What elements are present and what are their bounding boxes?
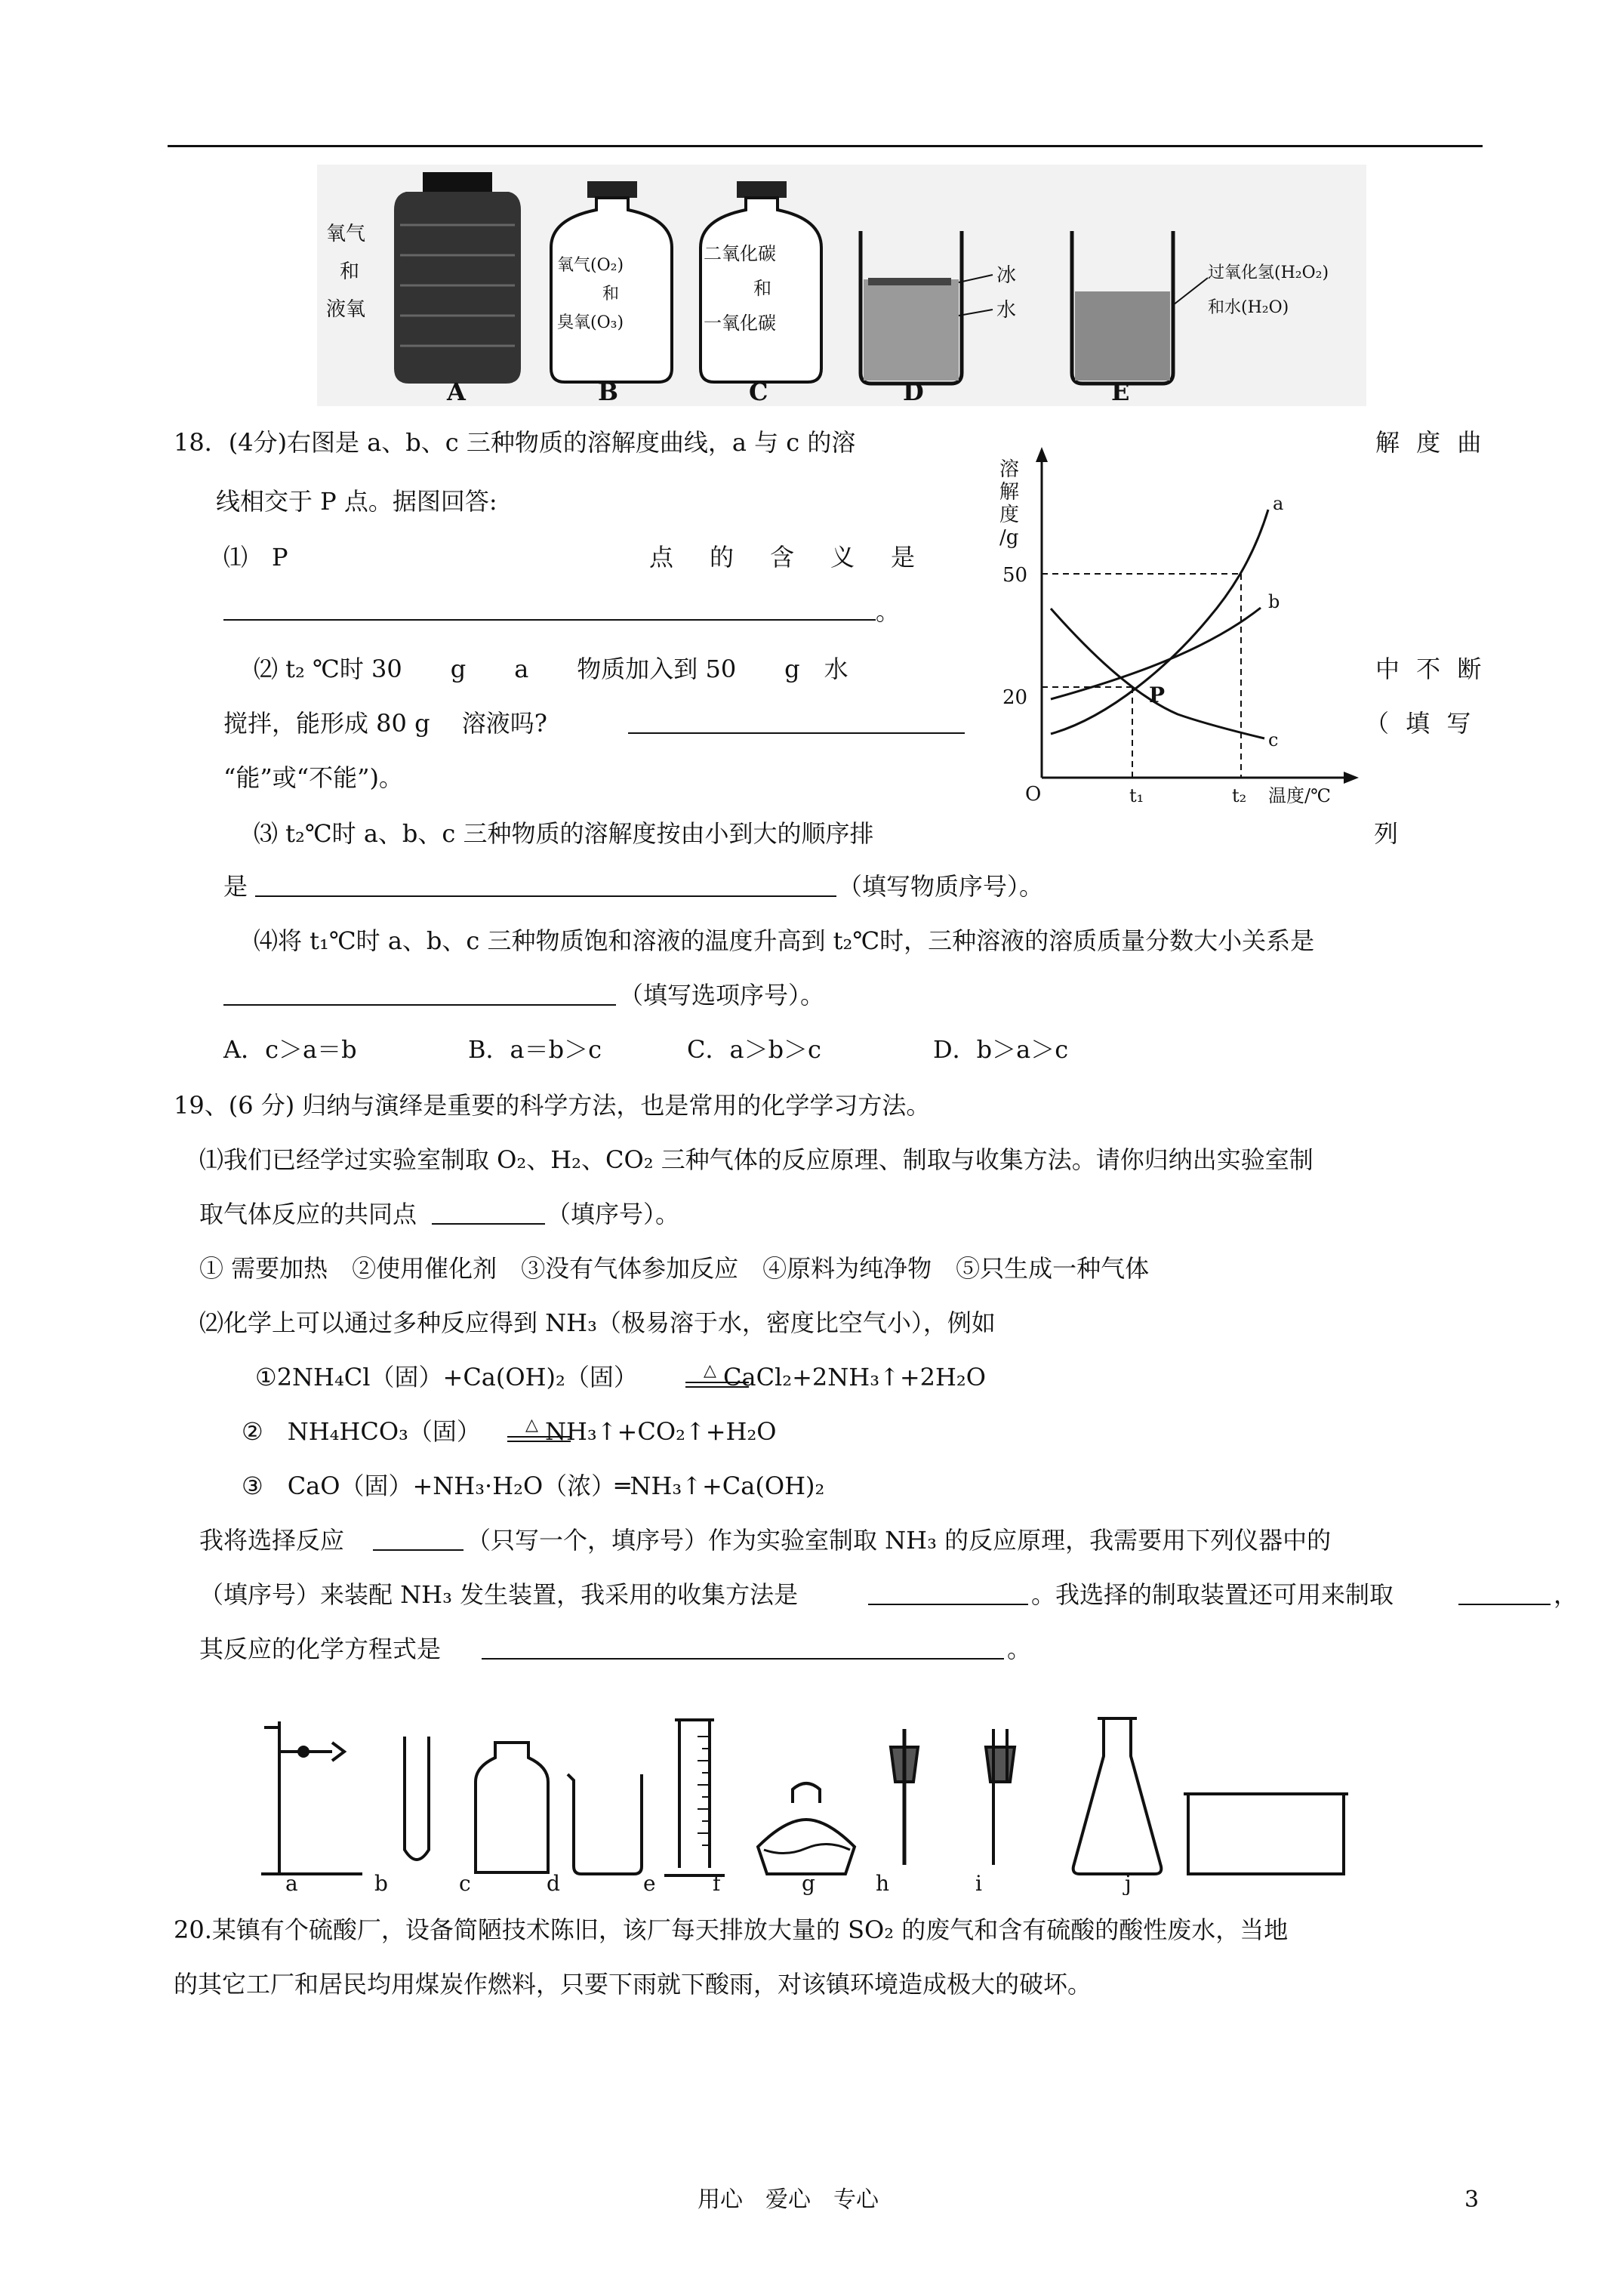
q18-line2: 线相交于 P 点。据图回答:	[216, 487, 497, 516]
x-axis-label: 温度/℃	[1268, 785, 1331, 806]
q18-p4-blank[interactable]	[223, 1004, 616, 1006]
beaker-d-label-water: 水	[996, 299, 1017, 322]
q18-option-a: A．c＞a＝b	[223, 1035, 357, 1064]
series-label-c: c	[1268, 729, 1279, 750]
apparatus-label-j: j	[1125, 1871, 1132, 1895]
q19-s2-b: 。我选择的制取装置还可用来制取	[1031, 1580, 1394, 1609]
q19-s2-end: ，	[1554, 1580, 1578, 1609]
stopper-tube-h-icon	[891, 1729, 918, 1865]
q19-s2-a: （填序号）来装配 NH₃ 发生装置，我采用的收集方法是	[199, 1580, 799, 1609]
label-a: A	[447, 378, 466, 406]
q19-s1-b: （只写一个，填序号）作为实验室制取 NH₃ 的反应原理，我需要用下列仪器中的	[467, 1526, 1332, 1555]
q18-p2-b: 搅拌，能形成 80 g 溶液吗?	[223, 709, 547, 738]
q19-p2: ⑵化学上可以通过多种反应得到 NH₃（极易溶于水，密度比空气小），例如	[199, 1308, 996, 1337]
q19-s3-blank[interactable]	[482, 1658, 1004, 1660]
q19-p1-a: ⑴我们已经学过实验室制取 O₂、H₂、CO₂ 三种气体的反应原理、制取与收集方法。请你归纳出实验室制	[199, 1145, 1313, 1174]
beaker-d-label-ice: 冰	[996, 264, 1017, 287]
test-tube-icon	[405, 1737, 429, 1860]
y-tick-20: 20	[1002, 686, 1028, 709]
q19-p1-blank[interactable]	[432, 1223, 545, 1225]
bottle-c-text-2: 和	[753, 278, 771, 299]
q18-option-d: D．b＞a＞c	[933, 1035, 1069, 1064]
q18-p1-blank[interactable]	[223, 619, 876, 621]
apparatus-label-h: h	[876, 1871, 890, 1895]
q18-p1-b: 点 的 含 义 是	[649, 543, 922, 572]
trough-icon	[1184, 1794, 1348, 1874]
q20-line1: 20.某镇有个硫酸厂，设备简陋技术陈旧，该厂每天排放大量的 SO₂ 的废气和含有硫酸的酸性废水，当地	[174, 1915, 1289, 1944]
page-number: 3	[1464, 2187, 1480, 2213]
y-axis-label: 溶解度/g	[999, 458, 1020, 549]
q19-s1-a: 我将选择反应	[199, 1526, 345, 1555]
label-e: E	[1111, 378, 1130, 406]
apparatus-label-b: b	[374, 1871, 388, 1895]
q19-r1-left: ①2NH₄Cl（固）+Ca(OH)₂（固）	[255, 1363, 638, 1391]
bottle-c-text-1: 二氧化碳	[704, 243, 776, 264]
point-label-p: P	[1149, 683, 1166, 707]
bottle-a-text-1: 氧气	[326, 223, 366, 245]
q18-line1: 18．(4分)右图是 a、b、c 三种物质的溶解度曲线，a 与 c 的溶	[174, 428, 856, 457]
q18-p4-b-end: （填写选项序号）。	[619, 981, 825, 1009]
y-tick-50: 50	[1002, 564, 1028, 587]
q19-s2-blank-1[interactable]	[868, 1604, 1028, 1605]
q19-r2-heat-arrow: △	[507, 1418, 571, 1447]
q19-p1-b: 取气体反应的共同点	[199, 1200, 417, 1228]
apparatus-label-a: a	[285, 1871, 298, 1895]
origin-label: O	[1025, 783, 1042, 806]
beaker-icon	[568, 1774, 642, 1874]
q18-p3-right: 列	[1374, 819, 1399, 848]
stopper-tube-i-icon	[986, 1729, 1015, 1865]
apparatus-label-i: i	[975, 1871, 982, 1895]
label-c: C	[749, 378, 768, 406]
x-axis-arrow	[1344, 772, 1359, 784]
top-figure	[317, 165, 1366, 406]
q18-p2-a: ⑵ t₂ ℃时 30 g a 物质加入到 50 g 水	[254, 655, 848, 683]
q18-p2-b-right: （ 填 写	[1365, 709, 1476, 738]
footer-center: 用心 爱心 专心	[698, 2187, 879, 2213]
q18-p2-blank[interactable]	[628, 732, 965, 734]
alcohol-lamp-icon	[758, 1783, 855, 1874]
bottle-a-text-2: 和	[340, 260, 360, 283]
apparatus-label-f: f	[713, 1871, 721, 1895]
q18-p1-end: 。	[876, 597, 901, 626]
solubility-chart	[981, 438, 1374, 823]
q18-p2-c: “能”或“不能”)。	[223, 763, 403, 792]
beaker-e-label-2: 和水(H₂O)	[1208, 298, 1289, 317]
apparatus-label-d: d	[547, 1871, 560, 1895]
beaker-e-label-1: 过氧化氢(H₂O₂)	[1208, 264, 1329, 282]
q19-r2-left: ② NH₄HCO₃（固）	[242, 1417, 481, 1446]
q19-line1: 19、(6 分) 归纳与演绎是重要的科学方法，也是常用的化学学习方法。	[174, 1091, 931, 1120]
series-label-b: b	[1268, 591, 1280, 612]
series-label-a: a	[1273, 493, 1284, 514]
q19-r1-right: CaCl₂+2NH₃↑+2H₂O	[723, 1363, 986, 1391]
bottle-b-text-2: 和	[602, 285, 620, 304]
apparatus-label-g: g	[802, 1871, 815, 1895]
q18-p3-a: ⑶ t₂℃时 a、b、c 三种物质的溶解度按由小到大的顺序排	[254, 819, 874, 848]
q19-r2-right: NH₃↑+CO₂↑+H₂O	[545, 1417, 777, 1446]
bottle-b-text-1: 氧气(O₂)	[557, 256, 624, 275]
header-rule	[168, 145, 1483, 147]
iron-stand-icon	[261, 1721, 362, 1874]
bottle-b-text-3: 臭氧(O₃)	[557, 313, 624, 332]
q19-s1-blank[interactable]	[373, 1549, 463, 1551]
x-tick-t2: t₂	[1232, 785, 1247, 806]
q19-r3: ③ CaO（固）+NH₃·H₂O（浓）═NH₃↑+Ca(OH)₂	[242, 1472, 825, 1500]
q19-s3-a: 其反应的化学方程式是	[199, 1635, 442, 1663]
q18-p3-b: 是	[223, 872, 248, 901]
q20-line2: 的其它工厂和居民均用煤炭作燃料，只要下雨就下酸雨，对该镇环境造成极大的破坏。	[174, 1970, 1092, 1999]
q19-choices: ① 需要加热 ②使用催化剂 ③没有气体参加反应 ④原料为纯净物 ⑤只生成一种气体	[199, 1254, 1150, 1283]
q18-line1-right: 解 度 曲	[1375, 428, 1486, 457]
q18-p3-blank[interactable]	[255, 895, 836, 897]
label-d: D	[903, 378, 924, 406]
q19-s2-blank-2[interactable]	[1458, 1604, 1551, 1605]
q18-option-c: C．a＞b＞c	[687, 1035, 821, 1064]
apparatus-figure	[257, 1699, 1374, 1895]
q18-p1-a: ⑴ P	[223, 543, 288, 572]
graduated-cylinder-icon	[664, 1720, 725, 1875]
apparatus-label-e: e	[643, 1871, 656, 1895]
bottle-a-text-3: 液氧	[326, 298, 366, 321]
wide-mouth-bottle-icon	[476, 1743, 548, 1872]
q18-option-b: B．a＝b＞c	[468, 1035, 602, 1064]
q18-p2-right: 中 不 断	[1375, 655, 1486, 683]
q18-p3-b-end: （填写物质序号）。	[838, 872, 1044, 901]
q19-p1-b-end: （填序号）。	[547, 1200, 680, 1228]
conical-flask-icon	[1073, 1718, 1162, 1874]
bottle-c-text-3: 一氧化碳	[704, 313, 776, 334]
x-tick-t1: t₁	[1129, 785, 1144, 806]
q19-r1-heat-arrow: △	[685, 1364, 749, 1392]
apparatus-label-c: c	[459, 1871, 471, 1895]
q19-s3-end: 。	[1007, 1635, 1032, 1663]
label-b: B	[598, 378, 619, 406]
y-axis-arrow	[1036, 447, 1048, 462]
q18-p4-a: ⑷将 t₁℃时 a、b、c 三种物质饱和溶液的温度升高到 t₂℃时，三种溶液的溶质质量分数大小关系是	[254, 926, 1315, 955]
